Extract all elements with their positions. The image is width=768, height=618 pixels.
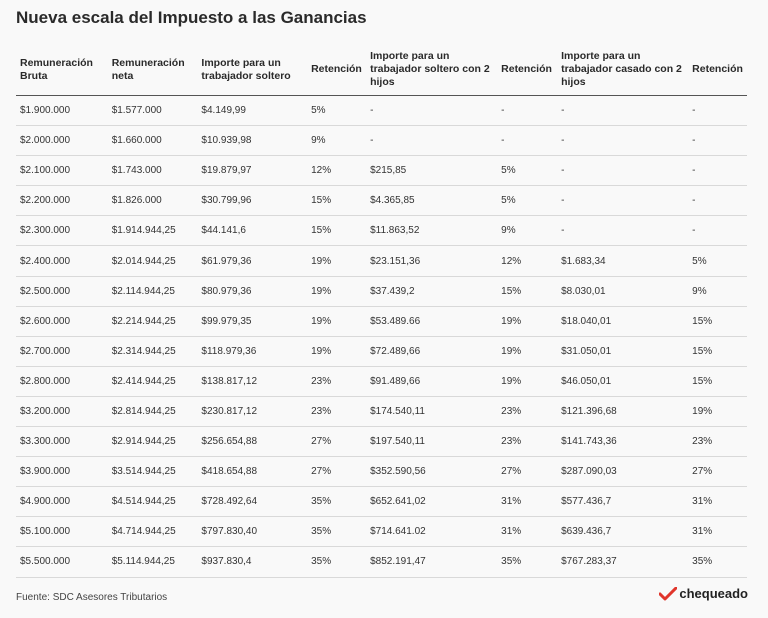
table-row [16, 457, 747, 487]
table-cell: 35% [307, 547, 366, 577]
table-cell: - [497, 96, 557, 126]
column-header: Remuneración Bruta [16, 44, 108, 96]
table-cell: 23% [497, 427, 557, 457]
table-cell: $4.365,85 [366, 186, 497, 216]
table-cell: $8.030,01 [557, 276, 688, 306]
table-cell: $215,85 [366, 156, 497, 186]
table-cell: $287.090,03 [557, 457, 688, 487]
source-note: Fuente: SDC Asesores Tributarios [16, 592, 168, 603]
table-row [16, 366, 747, 396]
table-cell: 27% [307, 457, 366, 487]
table-cell: $2.314.944,25 [108, 336, 198, 366]
table-cell: 15% [688, 336, 747, 366]
table-cell: $5.500.000 [16, 547, 108, 577]
table-row [16, 336, 747, 366]
table-cell: 23% [688, 427, 747, 457]
table-cell: $2.500.000 [16, 276, 108, 306]
table-cell: $4.900.000 [16, 487, 108, 517]
table-cell: $2.000.000 [16, 126, 108, 156]
tax-scale-table [16, 44, 747, 578]
table-cell: $19.879,97 [197, 156, 307, 186]
column-header: Importe para un trabajador casado con 2 hijos [557, 44, 688, 96]
table-cell: 19% [307, 336, 366, 366]
table-cell: $3.200.000 [16, 396, 108, 426]
table-cell: - [688, 96, 747, 126]
table-cell: 15% [688, 366, 747, 396]
table-cell: - [366, 96, 497, 126]
table-row [16, 276, 747, 306]
table-cell: $2.200.000 [16, 186, 108, 216]
table-row [16, 126, 747, 156]
table-cell: 31% [688, 517, 747, 547]
table-cell: $1.743.000 [108, 156, 198, 186]
table-cell: $937.830,4 [197, 547, 307, 577]
table-cell: $46.050,01 [557, 366, 688, 396]
table-cell: $2.914.944,25 [108, 427, 198, 457]
table-cell: $5.100.000 [16, 517, 108, 547]
table-cell: $4.149,99 [197, 96, 307, 126]
table-body [16, 96, 747, 578]
table-cell: $714.641.02 [366, 517, 497, 547]
table-cell: $1.577.000 [108, 96, 198, 126]
column-header: Retención [307, 44, 366, 96]
table-cell: 5% [497, 186, 557, 216]
table-cell: 15% [307, 186, 366, 216]
table-cell: - [688, 186, 747, 216]
table-cell: 9% [307, 126, 366, 156]
table-cell: 31% [688, 487, 747, 517]
table-cell: 19% [307, 306, 366, 336]
table-cell: $2.014.944,25 [108, 246, 198, 276]
table-cell: 23% [307, 396, 366, 426]
table-cell: - [557, 216, 688, 246]
table-cell: $852.191,47 [366, 547, 497, 577]
table-cell: 9% [497, 216, 557, 246]
table-cell: $2.800.000 [16, 366, 108, 396]
table-cell: $2.600.000 [16, 306, 108, 336]
column-header: Importe para un trabajador soltero con 2 hijos [366, 44, 497, 96]
table-cell: $31.050,01 [557, 336, 688, 366]
table-cell: - [557, 186, 688, 216]
table-cell: 19% [307, 246, 366, 276]
table-cell: - [557, 126, 688, 156]
table-cell: $639.436,7 [557, 517, 688, 547]
table-row [16, 246, 747, 276]
table-cell: $99.979,35 [197, 306, 307, 336]
table-cell: $2.214.944,25 [108, 306, 198, 336]
table-cell: 19% [497, 366, 557, 396]
table-cell: $3.300.000 [16, 427, 108, 457]
table-cell: $61.979,36 [197, 246, 307, 276]
table-cell: $797.830,40 [197, 517, 307, 547]
table-cell: 5% [307, 96, 366, 126]
table-cell: $3.514.944,25 [108, 457, 198, 487]
column-header: Remuneración neta [108, 44, 198, 96]
table-cell: $44.141,6 [197, 216, 307, 246]
table-cell: $80.979,36 [197, 276, 307, 306]
table-cell: 35% [688, 547, 747, 577]
table-cell: $138.817,12 [197, 366, 307, 396]
table-row [16, 156, 747, 186]
table-header-row [16, 44, 747, 96]
table-row [16, 396, 747, 426]
table-cell: $256.654,88 [197, 427, 307, 457]
table-cell: 31% [497, 517, 557, 547]
table-cell: $5.114.944,25 [108, 547, 198, 577]
table-cell: - [497, 126, 557, 156]
table-cell: $230.817,12 [197, 396, 307, 426]
table-row [16, 427, 747, 457]
table-cell: - [688, 156, 747, 186]
table-cell: $23.151,36 [366, 246, 497, 276]
chequeado-logo [659, 586, 748, 601]
table-cell: 27% [688, 457, 747, 487]
table-cell: - [557, 156, 688, 186]
table-cell: 19% [307, 276, 366, 306]
table-cell: 19% [497, 306, 557, 336]
table-cell: $352.590,56 [366, 457, 497, 487]
table-cell: $1.660.000 [108, 126, 198, 156]
table-row [16, 547, 747, 577]
table-cell: $3.900.000 [16, 457, 108, 487]
table-cell: $1.900.000 [16, 96, 108, 126]
table-cell: 31% [497, 487, 557, 517]
column-header: Retención [497, 44, 557, 96]
table-cell: $53.489.66 [366, 306, 497, 336]
table-cell: $1.914.944,25 [108, 216, 198, 246]
table-cell: 35% [307, 487, 366, 517]
table-cell: 19% [688, 396, 747, 426]
table-cell: $37.439,2 [366, 276, 497, 306]
table-cell: - [557, 96, 688, 126]
table-cell: 19% [497, 336, 557, 366]
table-cell: 12% [497, 246, 557, 276]
table-cell: $10.939,98 [197, 126, 307, 156]
table-cell: 35% [307, 517, 366, 547]
table-cell: $1.683,34 [557, 246, 688, 276]
table-cell: $4.714.944,25 [108, 517, 198, 547]
table-cell: 23% [307, 366, 366, 396]
table-cell: $30.799,96 [197, 186, 307, 216]
table-cell: $2.300.000 [16, 216, 108, 246]
table-cell: $728.492,64 [197, 487, 307, 517]
table-cell: 27% [497, 457, 557, 487]
table-cell: - [366, 126, 497, 156]
table-cell: $72.489,66 [366, 336, 497, 366]
table-cell: $767.283,37 [557, 547, 688, 577]
table-cell: 35% [497, 547, 557, 577]
table-cell: 5% [497, 156, 557, 186]
table-cell: - [688, 216, 747, 246]
table-cell: 15% [497, 276, 557, 306]
table-row [16, 306, 747, 336]
table-cell: $652.641,02 [366, 487, 497, 517]
table-cell: $2.700.000 [16, 336, 108, 366]
table-row [16, 487, 747, 517]
checkmark-icon [659, 587, 677, 601]
table-cell: 27% [307, 427, 366, 457]
table-cell: $11.863,52 [366, 216, 497, 246]
table-cell: 5% [688, 246, 747, 276]
table-cell: $4.514.944,25 [108, 487, 198, 517]
table-cell: 15% [688, 306, 747, 336]
table-cell: $2.100.000 [16, 156, 108, 186]
table-cell: $2.400.000 [16, 246, 108, 276]
table-cell: $197.540,11 [366, 427, 497, 457]
table-cell: $2.414.944,25 [108, 366, 198, 396]
page-title: Nueva escala del Impuesto a las Ganancias [16, 8, 367, 27]
table-cell: $174.540,11 [366, 396, 497, 426]
table-cell: $141.743,36 [557, 427, 688, 457]
table-cell: $118.979,36 [197, 336, 307, 366]
table-cell: $418.654,88 [197, 457, 307, 487]
column-header: Importe para un trabajador soltero [197, 44, 307, 96]
table-cell: $121.396,68 [557, 396, 688, 426]
table-row [16, 517, 747, 547]
table-cell: 12% [307, 156, 366, 186]
table-cell: $18.040,01 [557, 306, 688, 336]
table-cell: $2.814.944,25 [108, 396, 198, 426]
table-cell: $2.114.944,25 [108, 276, 198, 306]
table-cell: - [688, 126, 747, 156]
table-cell: $577.436,7 [557, 487, 688, 517]
table-row [16, 96, 747, 126]
table-cell: $91.489,66 [366, 366, 497, 396]
table-row [16, 186, 747, 216]
table-cell: 23% [497, 396, 557, 426]
table-cell: 15% [307, 216, 366, 246]
table-row [16, 216, 747, 246]
table-cell: $1.826.000 [108, 186, 198, 216]
column-header: Retención [688, 44, 747, 96]
brand-name: chequeado [679, 586, 748, 601]
table-cell: 9% [688, 276, 747, 306]
